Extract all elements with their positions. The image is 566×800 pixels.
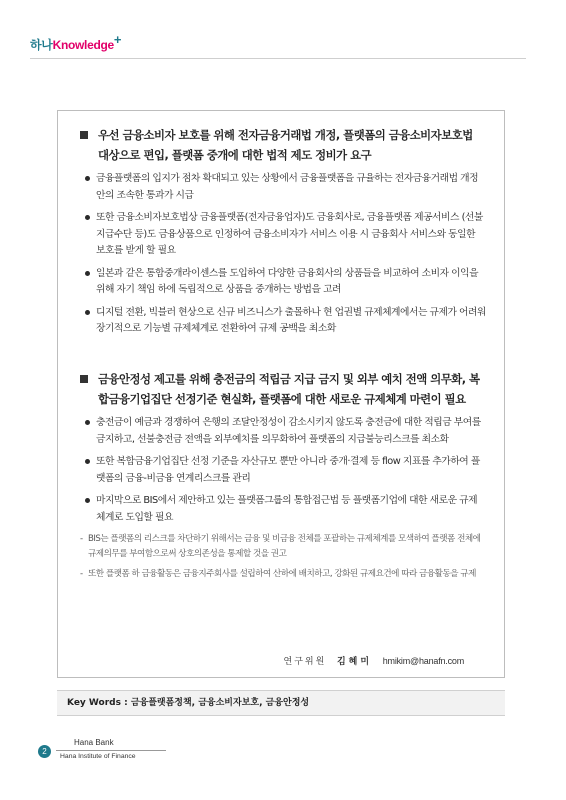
dot-bullet-icon bbox=[85, 215, 90, 220]
header-divider bbox=[30, 58, 526, 59]
researcher-role: 연구위원 bbox=[283, 657, 327, 667]
list-item: 금융플랫폼의 입지가 점차 확대되고 있는 상황에서 금융플랫폼을 규율하는 전자금융거래법 개정안의 조속한 통과가 시급 bbox=[80, 171, 486, 204]
square-bullet-icon bbox=[80, 375, 88, 383]
square-bullet-icon bbox=[80, 131, 88, 139]
note-list bbox=[80, 532, 486, 582]
dot-bullet-icon bbox=[85, 498, 90, 503]
list-item: 또한 복합금융기업집단 선정 기준을 자산규모 뿐만 아니라 중개·결제 등 flow 지표를 추가하여 플랫폼의 금융-비금융 연계리스크를 관리 bbox=[80, 454, 486, 487]
researcher-name: 김혜미 bbox=[336, 657, 373, 667]
dot-bullet-icon bbox=[85, 176, 90, 181]
logo-hana: 하나 bbox=[30, 38, 53, 52]
list-item: 또한 금융소비자보호법상 금융플랫폼(전자금융업자)도 금융회사로, 금융플랫폼 제공서비스 (선불지급수단 등)도 금융상품으로 인정하여 금융소비자가 서비스 이용 시 금융회사 서비스와 동일한 보호를 받게 할 필요 bbox=[80, 210, 486, 260]
section-financial-stability bbox=[80, 369, 486, 587]
section-heading: 금융안정성 제고를 위해 충전금의 적립금 지급 금지 및 외부 예치 전액 의무화, 복합금융기업집단 선정기준 현실화, 플랫폼에 대한 새로운 규제체계 마련이 필요 bbox=[80, 369, 486, 409]
list-item: 마지막으로 BIS에서 제안하고 있는 플랫폼그룹의 통합접근법 등 플랫폼기업에 대한 새로운 규제체계로 도입할 필요 bbox=[80, 493, 486, 526]
list-item: 충전금이 예금과 경쟁하여 은행의 조달안정성이 감소시키지 않도록 충전금에 대한 적립금 부여를 금지하고, 선불충전금 전액을 외부예치를 의무화하여 플랫폼의 지급불능리스크를 최소화 bbox=[80, 415, 486, 448]
bullet-list bbox=[80, 171, 486, 338]
list-item: 디지털 전환, 빅블러 현상으로 신규 비즈니스가 출몰하나 현 업권별 규제체계에서는 규제가 어려워 장기적으로 기능별 규제체계로 전환하여 규제 공백을 최소화 bbox=[80, 305, 486, 338]
footer-institute: Hana Institute of Finance bbox=[60, 753, 136, 760]
summary-box bbox=[57, 110, 505, 678]
researcher-info bbox=[284, 654, 464, 667]
note-item: - BIS는 플랫폼의 리스크를 차단하기 위해서는 금융 및 비금융 전체를 포괄하는 규제체계를 모색하여 플랫폼 전체에 규제의무를 부여함으로써 상호의존성을 통제할 것을 권고 bbox=[80, 534, 481, 559]
page-number: 2 bbox=[38, 745, 51, 758]
note-item: - 또한 플랫폼 하 금융활동은 금융지주회사를 설립하여 산하에 배치하고, 강화된 규제요건에 따라 금융활동을 규제 bbox=[80, 569, 476, 579]
list-item: 일본과 같은 통합중개라이센스를 도입하여 다양한 금융회사의 상품들을 비교하여 소비자 이익을 위해 자기 책임 하에 독립적으로 상품을 중개하는 방법을 고려 bbox=[80, 266, 486, 299]
section-heading: 우선 금융소비자 보호를 위해 전자금융거래법 개정, 플랫폼의 금융소비자보호법 대상으로 편입, 플랫폼 중개에 대한 법적 제도 정비가 요구 bbox=[80, 125, 486, 165]
dot-bullet-icon bbox=[85, 310, 90, 315]
logo-knowledge: Knowledge bbox=[52, 38, 114, 52]
dot-bullet-icon bbox=[85, 459, 90, 464]
footer-divider bbox=[56, 750, 166, 751]
researcher-email[interactable]: hmikim@hanafn.com bbox=[382, 656, 464, 666]
dot-bullet-icon bbox=[85, 271, 90, 276]
keywords-bar: Key Words : 금융플랫폼정책, 금융소비자보호, 금융안정성 bbox=[57, 690, 505, 716]
footer-bank: Hana Bank bbox=[74, 738, 114, 747]
bullet-list bbox=[80, 415, 486, 526]
plus-icon: + bbox=[113, 32, 122, 47]
section-consumer-protection bbox=[80, 125, 486, 344]
logo bbox=[30, 32, 122, 53]
dot-bullet-icon bbox=[85, 420, 90, 425]
